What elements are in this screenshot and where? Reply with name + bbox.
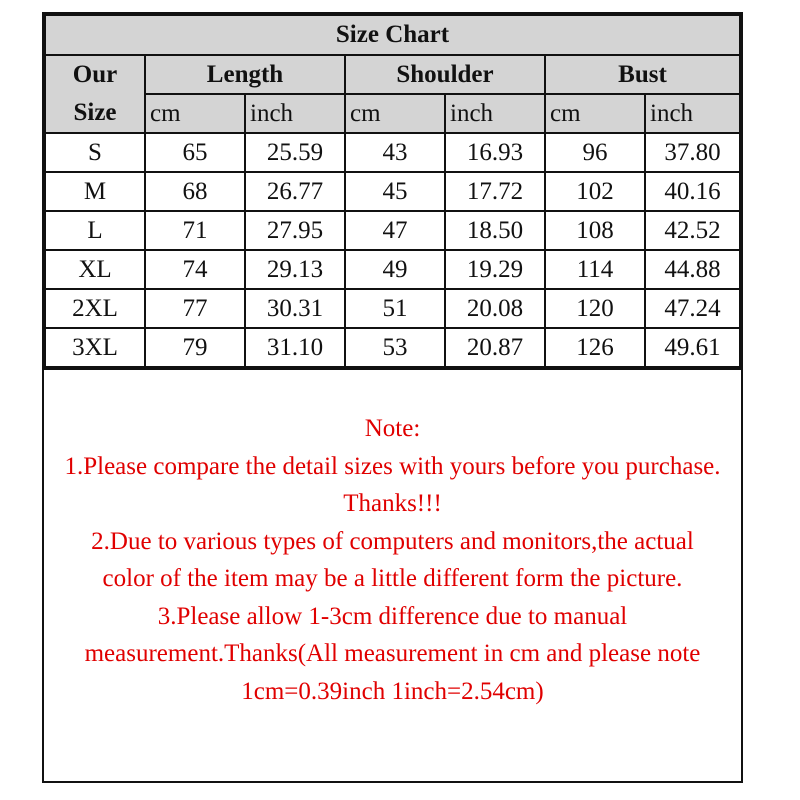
measurement-cell: 19.29 xyxy=(445,250,545,289)
measurement-cell: 71 xyxy=(145,211,245,250)
measurement-cell: 68 xyxy=(145,172,245,211)
measurement-cell: 114 xyxy=(545,250,645,289)
size-cell: XL xyxy=(45,250,145,289)
measurement-cell: 47.24 xyxy=(645,289,740,328)
measurement-cell: 45 xyxy=(345,172,445,211)
unit-header: inch xyxy=(245,94,345,133)
size-cell: L xyxy=(45,211,145,250)
unit-header: cm xyxy=(145,94,245,133)
measurement-cell: 96 xyxy=(545,133,645,172)
our-size-line2: Size xyxy=(73,99,117,126)
measurement-cell: 44.88 xyxy=(645,250,740,289)
note-item: 1.Please compare the detail sizes with yours before you purchase. Thanks!!! xyxy=(64,452,721,517)
table-row xyxy=(45,289,740,328)
table-row xyxy=(45,133,740,172)
size-cell: 2XL xyxy=(45,289,145,328)
measurement-cell: 31.10 xyxy=(245,328,345,367)
measurement-cell: 18.50 xyxy=(445,211,545,250)
measurement-cell: 20.08 xyxy=(445,289,545,328)
measurement-cell: 42.52 xyxy=(645,211,740,250)
measurement-cell: 40.16 xyxy=(645,172,740,211)
measurement-cell: 49 xyxy=(345,250,445,289)
measurement-cell: 102 xyxy=(545,172,645,211)
measurement-cell: 47 xyxy=(345,211,445,250)
note-item: 2.Due to various types of computers and monitors,the actual color of the item may be a little different form the picture. xyxy=(91,527,694,592)
measurement-cell: 20.87 xyxy=(445,328,545,367)
measurement-cell: 53 xyxy=(345,328,445,367)
measurement-cell: 43 xyxy=(345,133,445,172)
our-size-header xyxy=(45,55,145,133)
unit-header: inch xyxy=(445,94,545,133)
note-heading: Note: xyxy=(364,415,421,442)
measurement-cell: 27.95 xyxy=(245,211,345,250)
shoulder-header: Shoulder xyxy=(345,55,545,94)
measurement-cell: 120 xyxy=(545,289,645,328)
measurement-cell: 74 xyxy=(145,250,245,289)
size-cell: M xyxy=(45,172,145,211)
measurement-cell: 77 xyxy=(145,289,245,328)
measurement-cell: 30.31 xyxy=(245,289,345,328)
table-row xyxy=(45,328,740,367)
our-size-line1: Our xyxy=(72,61,118,88)
bust-header: Bust xyxy=(545,55,740,94)
note-item: 3.Please allow 1-3cm difference due to manual measurement.Thanks(All measurement in cm and please note 1cm=0.39inch 1inch=2.54cm) xyxy=(84,602,701,705)
size-cell: 3XL xyxy=(45,328,145,367)
measurement-cell: 51 xyxy=(345,289,445,328)
chart-title: Size Chart xyxy=(45,15,740,55)
measurement-cell: 108 xyxy=(545,211,645,250)
measurement-cell: 126 xyxy=(545,328,645,367)
size-chart-table xyxy=(42,12,743,783)
measurement-cell: 65 xyxy=(145,133,245,172)
measurement-cell: 79 xyxy=(145,328,245,367)
length-header: Length xyxy=(145,55,345,94)
table-row xyxy=(45,250,740,289)
measurement-cell: 37.80 xyxy=(645,133,740,172)
measurement-cell: 29.13 xyxy=(245,250,345,289)
unit-header: cm xyxy=(545,94,645,133)
unit-header: inch xyxy=(645,94,740,133)
unit-header: cm xyxy=(345,94,445,133)
size-cell: S xyxy=(45,133,145,172)
table-row xyxy=(45,211,740,250)
note-section xyxy=(44,368,741,781)
measurement-cell: 49.61 xyxy=(645,328,740,367)
measurement-cell: 17.72 xyxy=(445,172,545,211)
table-row xyxy=(45,172,740,211)
measurement-cell: 16.93 xyxy=(445,133,545,172)
measurement-cell: 26.77 xyxy=(245,172,345,211)
measurement-cell: 25.59 xyxy=(245,133,345,172)
